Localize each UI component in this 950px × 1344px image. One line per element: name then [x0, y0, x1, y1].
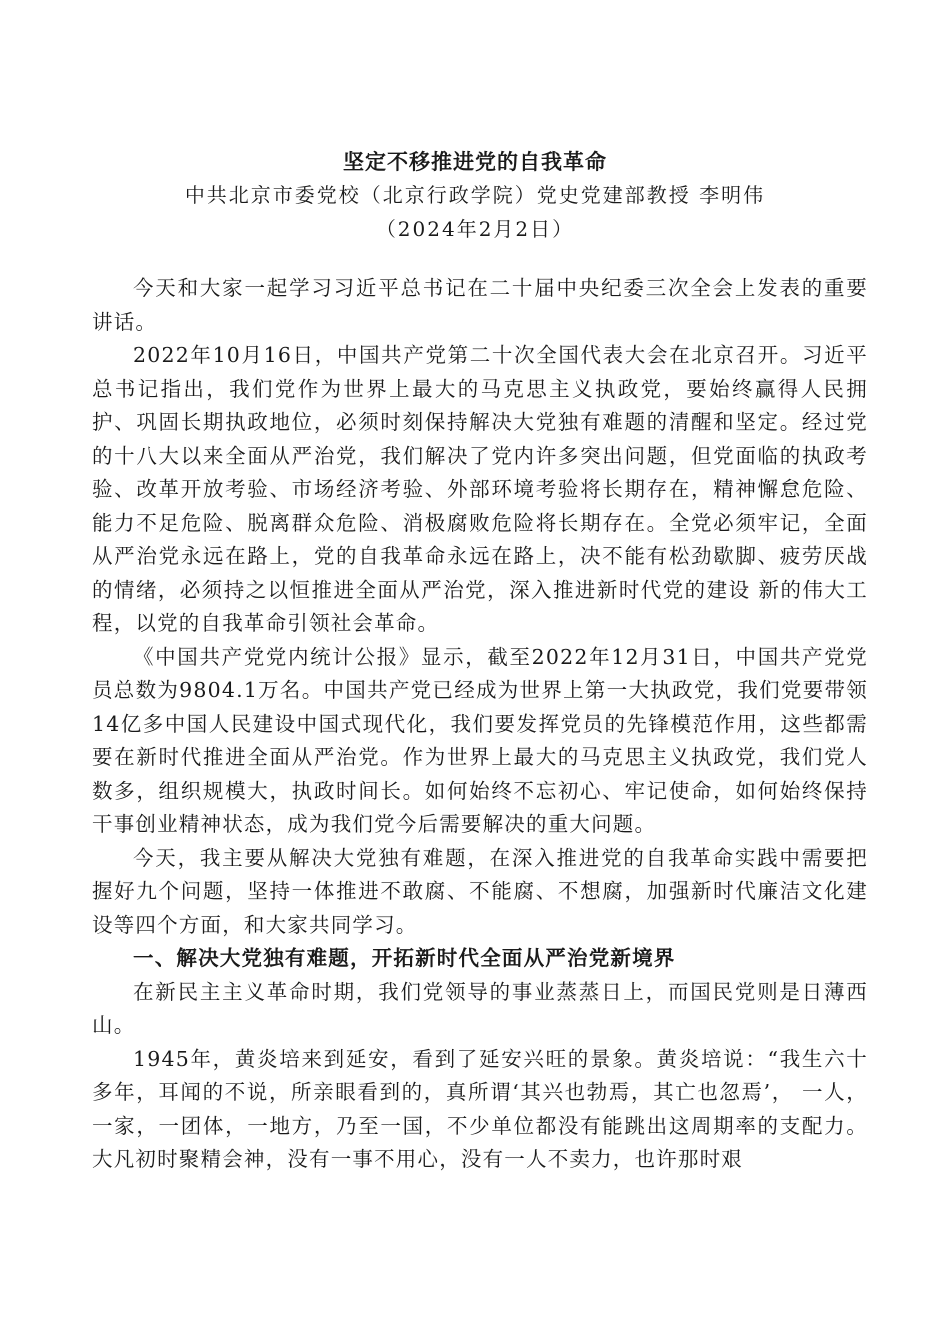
paragraph: 2022年10月16日，中国共产党第二十次全国代表大会在北京召开。习近平总书记指出，我们党作为世界上最大的马克思主义执政党，要始终赢得人民拥护、巩固长期执政地位，必须时刻保持解决大党独有难题的清醒和坚定。经过党的十八大以来全面从严治党，我们解决了党内许多突出问题，但党面临的执政考验、改革开放考验、市场经济考验、外部环境考验将长期存在，精神懈怠危险、能力不足危险、脱离群众危险、消极腐败危险将长期存在。全党必须牢记，全面从严治党永远在路上，党的自我革命永远在路上，决不能有松劲歇脚、疲劳厌战的情绪，必须持之以恒推进全面从严治党，深入推进新时代党的建设 新的伟大工程，以党的自我革命引领社会革命。	[92, 343, 868, 635]
paragraph: 在新民主主义革命时期，我们党领导的事业蒸蒸日上，而国民党则是日薄西山。	[92, 979, 868, 1037]
paragraph: 今天，我主要从解决大党独有难题，在深入推进党的自我革命实践中需要把握好九个问题，坚持一体推进不敢腐、不能腐、不想腐，加强新时代廉洁文化建设等四个方面，和大家共同学习。	[92, 845, 868, 937]
paragraph: 今天和大家一起学习习近平总书记在二十届中央纪委三次全会上发表的重要讲话。	[92, 276, 868, 334]
paragraph: 《中国共产党党内统计公报》显示，截至2022年12月31日，中国共产党党员总数为9804.1万名。中国共产党已经成为世界上第一大执政党，我们党要带领14亿多中国人民建设中国式现代化，我们要发挥党员的先锋模范作用，这些都需要在新时代推进全面从严治党。作为世界上最大的马克思主义执政党，我们党人数多，组织规模大，执政时间长。如何始终不忘初心、牢记使命，如何始终保持干事创业精神状态，成为我们党今后需要解决的重大问题。	[92, 644, 868, 836]
document-body	[92, 272, 868, 1177]
date-line: （2024年2月2日）	[375, 217, 575, 241]
section-heading: 一、解决大党独有难题，开拓新时代全面从严治党新境界	[133, 946, 676, 970]
paragraph: 1945年，黄炎培来到延安，看到了延安兴旺的景象。黄炎培说：“我生六十多年，耳闻的不说，所亲眼看到的，真所谓‘其兴也勃焉，其亡也忽焉’， 一人，一家，一团体，一地方，乃至一国，不少单位都没有能跳出这周期率的支配力。大凡初时聚精会神，没有一事不用心，没有一人不卖力，也许那时艰	[92, 1046, 868, 1171]
document-title: 坚定不移推进党的自我革命	[343, 149, 607, 174]
author-line: 中共北京市委党校（北京行政学院）党史党建部教授 李明伟	[184, 183, 766, 207]
